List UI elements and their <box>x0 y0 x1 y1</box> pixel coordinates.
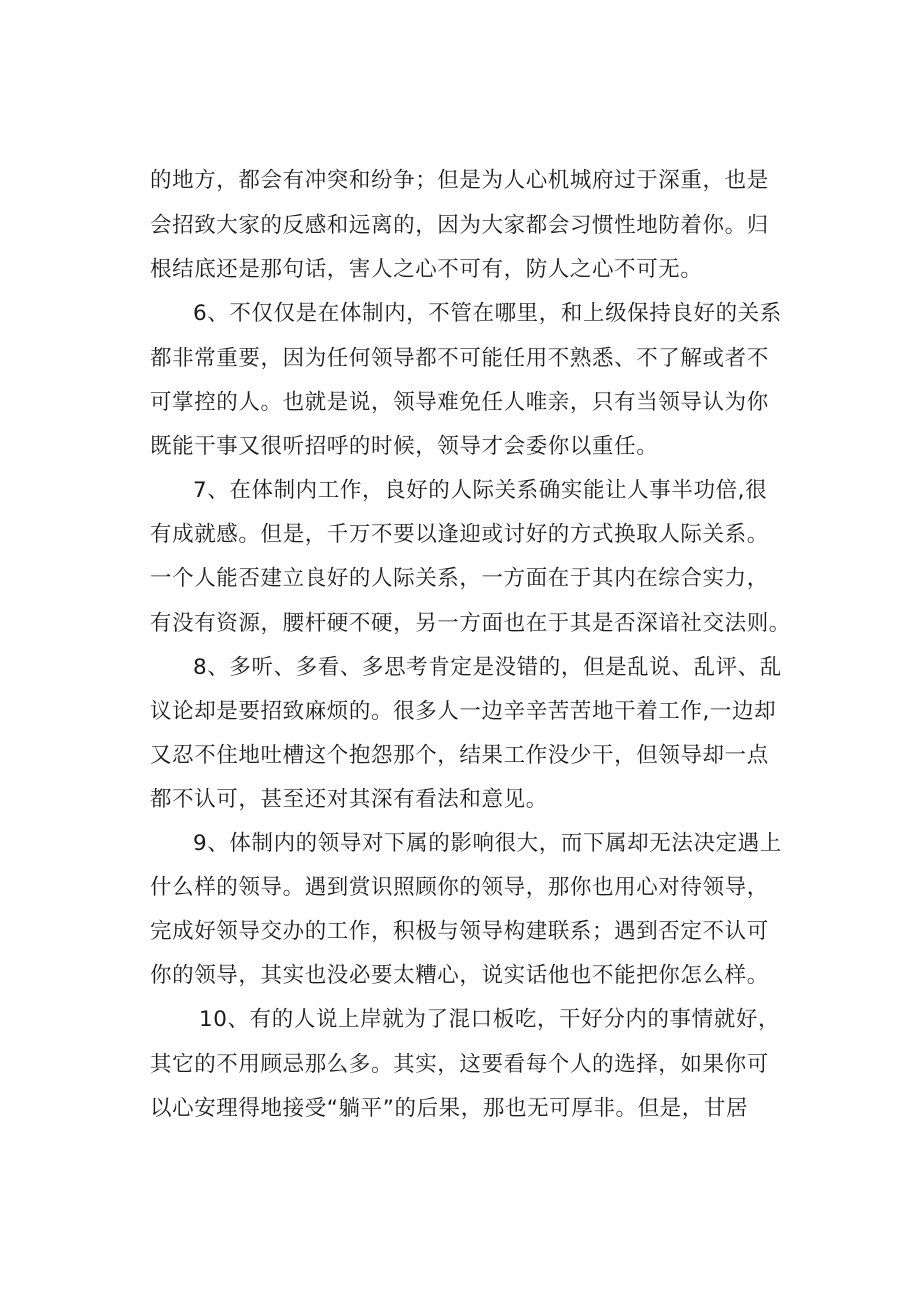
text-line: 以心安理得地接受“躺平”的后果，那也无可厚非。但是，甘居 <box>150 1096 749 1121</box>
text-line: 都非常重要，因为任何领导都不可能任用不熟悉、不了解或者不 <box>150 346 769 371</box>
text-line: 什么样的领导。遇到赏识照顾你的领导，那你也用心对待领导， <box>150 875 769 900</box>
text-line: 议论却是要招致麻烦的。很多人一边辛辛苦苦地干着工作,一边却 <box>150 699 777 724</box>
paragraph-7-start: 7、在体制内工作，良好的人际关系确实能让人事半功倍,很 <box>193 478 768 503</box>
text-line: 其它的不用顾忌那么多。其实，这要看每个人的选择，如果你可 <box>150 1052 769 1077</box>
paragraph-10-start: 10、有的人说上岸就为了混口板吃，干好分内的事情就好， <box>199 1007 781 1032</box>
paragraph-6-start: 6、不仅仅是在体制内，不管在哪里，和上级保持良好的关系 <box>193 301 782 326</box>
text-line: 的地方，都会有冲突和纷争；但是为人心机城府过于深重，也是 <box>150 168 769 193</box>
text-line: 完成好领导交办的工作，积极与领导构建联系；遇到否定不认可 <box>150 919 769 944</box>
text-line: 会招致大家的反感和远离的，因为大家都会习惯性地防着你。归 <box>150 213 769 238</box>
text-line: 既能干事又很听招呼的时候，领导才会委你以重任。 <box>150 434 659 459</box>
text-line: 根结底还是那句话，害人之心不可有，防人之心不可无。 <box>150 257 703 282</box>
text-line: 有成就感。但是，千万不要以逢迎或讨好的方式换取人际关系。 <box>150 522 769 547</box>
text-line: 又忍不住地吐槽这个抱怨那个，结果工作没少干，但领导却一点 <box>150 743 769 768</box>
text-line: 都不认可，甚至还对其深有看法和意见。 <box>150 787 548 812</box>
text-line: 有没有资源，腰杆硬不硬，另一方面也在于其是否深谙社交法则。 <box>150 611 791 636</box>
paragraph-9-start: 9、体制内的领导对下属的影响很大，而下属却无法决定遇上 <box>193 831 782 856</box>
paragraph-8-start: 8、多听、多看、多思考肯定是没错的，但是乱说、乱评、乱 <box>193 655 782 680</box>
text-line: 可掌控的人。也就是说，领导难免任人唯亲，只有当领导认为你 <box>150 390 769 415</box>
text-line: 你的领导，其实也没必要太糟心，说实话他也不能把你怎么样。 <box>150 963 769 988</box>
text-line: 一个人能否建立良好的人际关系，一方面在于其内在综合实力， <box>150 566 769 591</box>
